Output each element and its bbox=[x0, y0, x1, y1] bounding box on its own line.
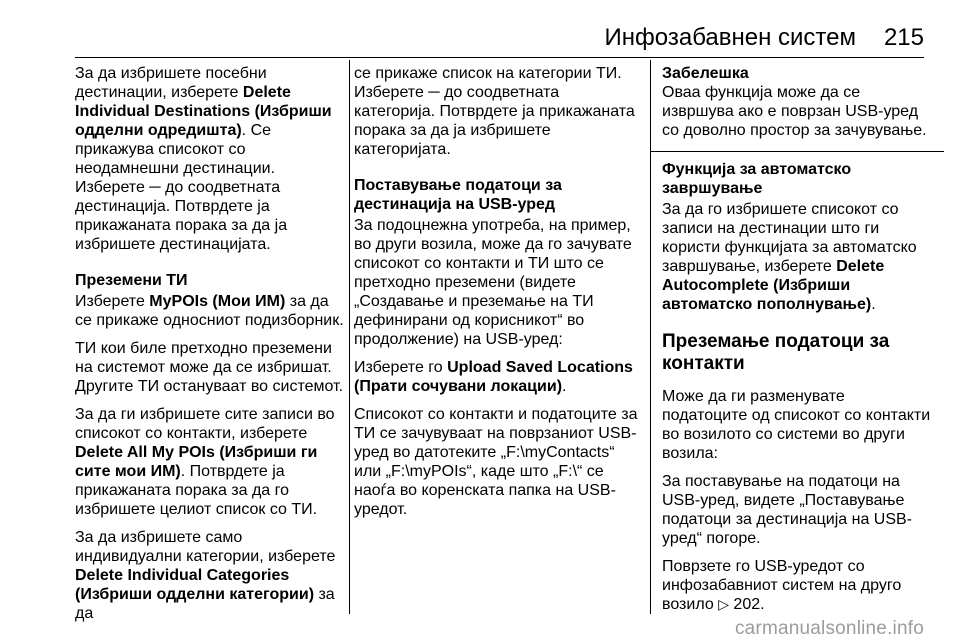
page-reference-icon: ▷ bbox=[718, 596, 729, 612]
menu-option-delete-categories: Delete Individual Categories (Избриши одделни категории) bbox=[75, 567, 315, 603]
note-box bbox=[662, 64, 932, 140]
paragraph-delete-categories: За да избришете само индивидуални категории, изберете Delete Individual Categories (Избриши одделни категории) за да bbox=[75, 529, 336, 622]
page-header bbox=[0, 0, 960, 60]
paragraph-delete-destinations: За да избришете посебни дестинации, изберете Delete Individual Destinations (Избриши одделни одредишта). Се прикажува списокот со неодамнешни дестинации. Изберете ─ до соодветната дестинација. Потврдете ја прикажаната порака за да ја избришете дестинацијата. bbox=[75, 65, 332, 253]
heading-autocomplete: Функција за автоматско завршување bbox=[662, 161, 852, 197]
header-divider bbox=[75, 57, 924, 58]
note-title: Забелешка bbox=[662, 65, 749, 82]
paragraph-usb-reference: За поставување на податоци на USB-уред, видете „Поставување податоци за дестинација на USB-уред“ погоре. bbox=[662, 473, 913, 547]
paragraph-delete-all-pois: За да ги избришете сите записи во списокот со контакти, изберете Delete All My POIs (Избриши ги сите мои ИМ). Потврдете ја прикажаната порака за да го избришете целиот список со ТИ. bbox=[75, 406, 335, 518]
column-divider-1 bbox=[349, 60, 350, 614]
paragraph-delete-autocomplete: За да го избришете списокот со записи на дестинации што ги користи функцијата за автоматско завршување, изберете Delete Autocomplete (Избриши автоматско пополнување). bbox=[662, 201, 917, 313]
paragraph-upload-saved: Изберете го Upload Saved Locations (Прати сочувани локации). bbox=[354, 359, 633, 395]
menu-option-delete-destinations: Delete Individual Destinations (Избриши одделни одредишта) bbox=[75, 84, 332, 139]
paragraph-poi-info: ТИ кои биле претходно преземени на системот може да се избришат. Другите ТИ остануваат во системот. bbox=[75, 340, 344, 395]
page-reference: 202. bbox=[733, 596, 765, 613]
page-number: 215 bbox=[883, 24, 924, 51]
paragraph-category-list: се прикаже список на категории ТИ. Изберете ─ до соодветната категорија. Потврдете ја прикажаната порака за да ја избришете категоријата. bbox=[354, 65, 635, 158]
paragraph-mypois: Изберете MyPOIs (Мои ИМ) за да се прикаже односниот подизборник. bbox=[75, 293, 344, 329]
header-title: Инфозабавнен систем bbox=[604, 24, 856, 51]
heading-downloaded-poi: Преземени ТИ bbox=[75, 272, 188, 289]
menu-option-mypois: MyPOIs (Мои ИМ) bbox=[149, 293, 286, 310]
column-1 bbox=[75, 64, 347, 632]
menu-option-delete-autocomplete: Delete Autocomplete (Избриши автоматско пополнување) bbox=[662, 258, 885, 313]
paragraph-exchange-contacts: Може да ги разменувате податоците од списокот со контакти во возилото со системи во други возила: bbox=[662, 388, 931, 462]
column-2 bbox=[354, 64, 639, 528]
column-3 bbox=[662, 64, 932, 623]
paragraph-usb-files: Списокот со контакти и податоците за ТИ се зачувуваат на поврзаниот USB-уред во датотеките „F:\myContacts“ или „F:\myPOIs“, каде што „F:\“ се наоѓа во коренската папка на USB-уредот. bbox=[354, 406, 638, 518]
heading-contacts-download: Преземање податоци за контакти bbox=[662, 331, 890, 374]
menu-option-upload-saved: Upload Saved Locations (Прати сочувани локации) bbox=[354, 359, 633, 395]
note-divider bbox=[650, 151, 944, 152]
menu-option-delete-all-pois: Delete All My POIs (Избриши ги сите мои ИМ) bbox=[75, 444, 318, 480]
watermark: carmanualsonline.info bbox=[734, 618, 924, 639]
column-divider-2 bbox=[650, 60, 651, 614]
heading-usb-upload: Поставување податоци за дестинација на USB-уред bbox=[354, 177, 562, 213]
paragraph-usb-intro: За подоцнежна употреба, на пример, во други возила, може да го зачувате списокот со контакти и ТИ што се претходно преземени (видете „Создавање и преземање на ТИ дефинирани од корисникот“ во продолжение) на USB-уред: bbox=[354, 217, 632, 348]
note-text: Оваа функција може да се извршува ако е поврзан USB-уред со доволно простор за зачувување. bbox=[662, 84, 927, 139]
paragraph-connect-usb: Поврзете го USB-уредот со инфозабавниот систем на друго возило ▷ 202. bbox=[662, 558, 902, 613]
